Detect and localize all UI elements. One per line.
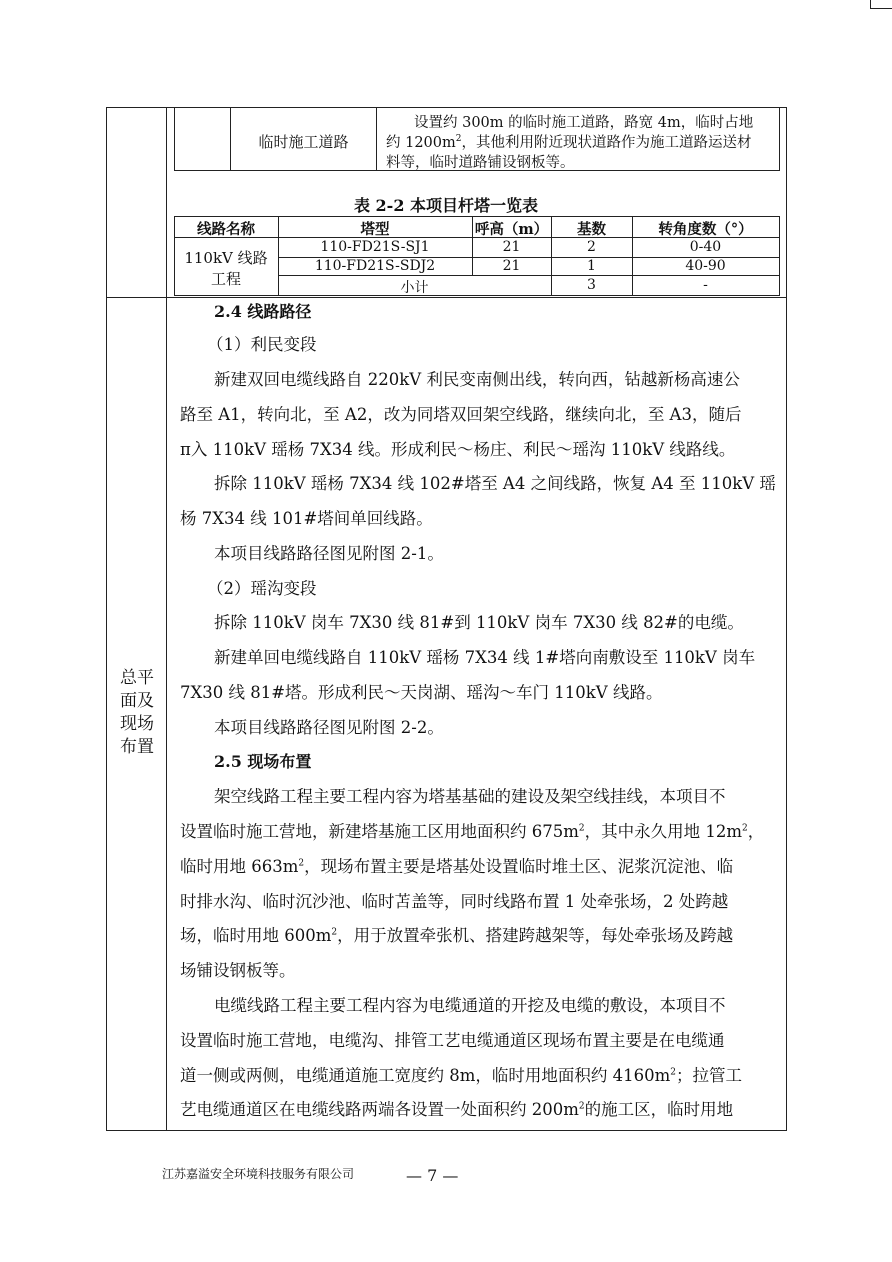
temp-road-desc-line2: 约 $1200m^2$，其他利用附近现状道路作为施工道路运送材 bbox=[386, 134, 752, 151]
inner-table-left bbox=[174, 107, 175, 170]
t22-row1-height: 21 bbox=[502, 239, 521, 255]
t22-row2-count: 1 bbox=[587, 258, 596, 274]
sec24-p4: 拆除 110kV 岗车 7X30 线 81#到 110kV 岗车 7X30 线 82#的电缆。 bbox=[214, 613, 744, 632]
t22-row1-angle: 0-40 bbox=[689, 239, 722, 255]
sec24-p1-line1: 新建双回电缆线路自 220kV 利民变南侧出线，转向西，钻越新杨高速公 bbox=[214, 370, 740, 389]
t22-subtotal-count: 3 bbox=[587, 277, 596, 293]
sec24-p5-line2: 7X30 线 81#塔。形成利民～天岗湖、瑶沟～车门 110kV 线路。 bbox=[180, 683, 663, 702]
inner-table-col2 bbox=[376, 107, 377, 170]
sec24-p1-line3: π入 110kV 瑶杨 7X34 线。形成利民～杨庄、利民～瑶沟 110kV 线路线。 bbox=[180, 440, 736, 459]
side-category-label bbox=[108, 667, 166, 759]
footer-company-name: 江苏嘉溢安全环境科技服务有限公司 bbox=[162, 1167, 355, 1181]
temp-road-desc-line3: 料等，临时道路铺设钢板等。 bbox=[386, 155, 575, 171]
sec24-heading: 2.4 线路路径 bbox=[214, 302, 312, 321]
sec25-a3: 临时用地 $663m^2$，现场布置主要是塔基处设置临时堆土区、泥浆沉淀池、临 bbox=[180, 857, 734, 876]
page-corner-mark bbox=[870, 0, 892, 9]
temp-road-label: 临时施工道路 bbox=[258, 133, 349, 151]
t22-header-line-name: 线路名称 bbox=[197, 221, 255, 238]
sec25-a1: 架空线路工程主要工程内容为塔基基础的建设及架空线挂线，本项目不 bbox=[214, 787, 726, 806]
table-2-2-title: 表 2-2 本项目杆塔一览表 bbox=[353, 196, 539, 215]
sec24-p4-title: （2）瑶沟变段 bbox=[207, 579, 317, 598]
t22-header-count: 基数 bbox=[577, 221, 606, 238]
t22-line-name-1: 110kV 线路 bbox=[184, 249, 268, 267]
t22-header-angle: 转角度数（°） bbox=[658, 221, 753, 238]
t22-header-height: 呼高（m） bbox=[474, 221, 549, 238]
sec25-heading: 2.5 现场布置 bbox=[214, 752, 312, 771]
side-label-line-2: 面及 bbox=[120, 691, 154, 711]
sec24-p2-line2: 杨 7X34 线 101#塔间单回线路。 bbox=[180, 509, 433, 528]
side-label-line-3: 现场 bbox=[120, 714, 154, 734]
t22-top bbox=[174, 216, 780, 217]
t22-subtotal-label: 小计 bbox=[400, 280, 429, 296]
sec24-p6: 本项目线路路径图见附图 2-2。 bbox=[214, 718, 444, 737]
sec25-a4: 时排水沟、临时沉沙池、临时苫盖等，同时线路布置 1 处牵张场，2 处跨越 bbox=[180, 892, 729, 911]
t22-subtotal-angle: - bbox=[703, 277, 708, 293]
sec25-b2: 设置临时施工营地，电缆沟、排管工艺电缆通道区现场布置主要是在电缆通 bbox=[180, 1031, 725, 1050]
t22-row1-count: 2 bbox=[587, 239, 596, 255]
sec24-p5-line1: 新建单回电缆线路自 110kV 瑶杨 7X34 线 1#塔向南敷设至 110kV 岗车 bbox=[214, 648, 756, 667]
sec25-a6: 场铺设钢板等。 bbox=[180, 961, 296, 980]
side-label-line-1: 总平 bbox=[120, 668, 154, 688]
inner-table-right bbox=[779, 107, 780, 170]
t22-row2-bottom bbox=[278, 275, 780, 276]
sec25-b4: 艺电缆通道区在电缆线路两端各设置一处面积约 $200m^2$的施工区，临时用地 bbox=[180, 1100, 734, 1119]
t22-row2-height: 21 bbox=[502, 258, 521, 274]
t22-line-name-2: 工程 bbox=[210, 270, 241, 288]
t22-row2-type: 110-FD21S-SDJ2 bbox=[314, 258, 436, 274]
sec24-p1-title: （1）利民变段 bbox=[207, 335, 317, 354]
sec25-b3: 道一侧或两侧，电缆通道施工宽度约 8m，临时用地面积约 $4160m^2$；拉管工 bbox=[180, 1066, 743, 1085]
t22-row2-angle: 40-90 bbox=[685, 258, 726, 274]
sec24-p1-line2: 路至 A1，转向北，至 A2，改为同塔双回架空线路，继续向北，至 A3，随后 bbox=[180, 405, 742, 424]
left-col-divider bbox=[166, 107, 167, 1131]
temp-road-desc-line1: 设置约 300m 的临时施工道路，路宽 4m，临时占地 bbox=[414, 115, 754, 131]
sec24-p3: 本项目线路路径图见附图 2-1。 bbox=[214, 544, 444, 563]
t22-header-tower-type: 塔型 bbox=[360, 221, 390, 238]
sec25-a2: 设置临时施工营地，新建塔基施工区用地面积约 $675m^2$，其中永久用地 $12m^2$， bbox=[180, 822, 765, 841]
section-divider bbox=[106, 297, 787, 298]
side-label-line-4: 布置 bbox=[120, 737, 154, 757]
sec24-p2-line1: 拆除 110kV 瑶杨 7X34 线 102#塔至 A4 之间线路，恢复 A4 至 110kV 瑶 bbox=[214, 474, 776, 493]
footer-page-number: — 7 — bbox=[406, 1166, 459, 1185]
t22-row1-type: 110-FD21S-SJ1 bbox=[320, 239, 430, 255]
t22-right bbox=[779, 216, 780, 296]
sec25-b1: 电缆线路工程主要工程内容为电缆通道的开挖及电缆的敷设，本项目不 bbox=[214, 996, 726, 1015]
sec25-a5: 场，临时用地 $600m^2$，用于放置牵张机、搭建跨越架等，每处牵张场及跨越 bbox=[180, 926, 734, 945]
